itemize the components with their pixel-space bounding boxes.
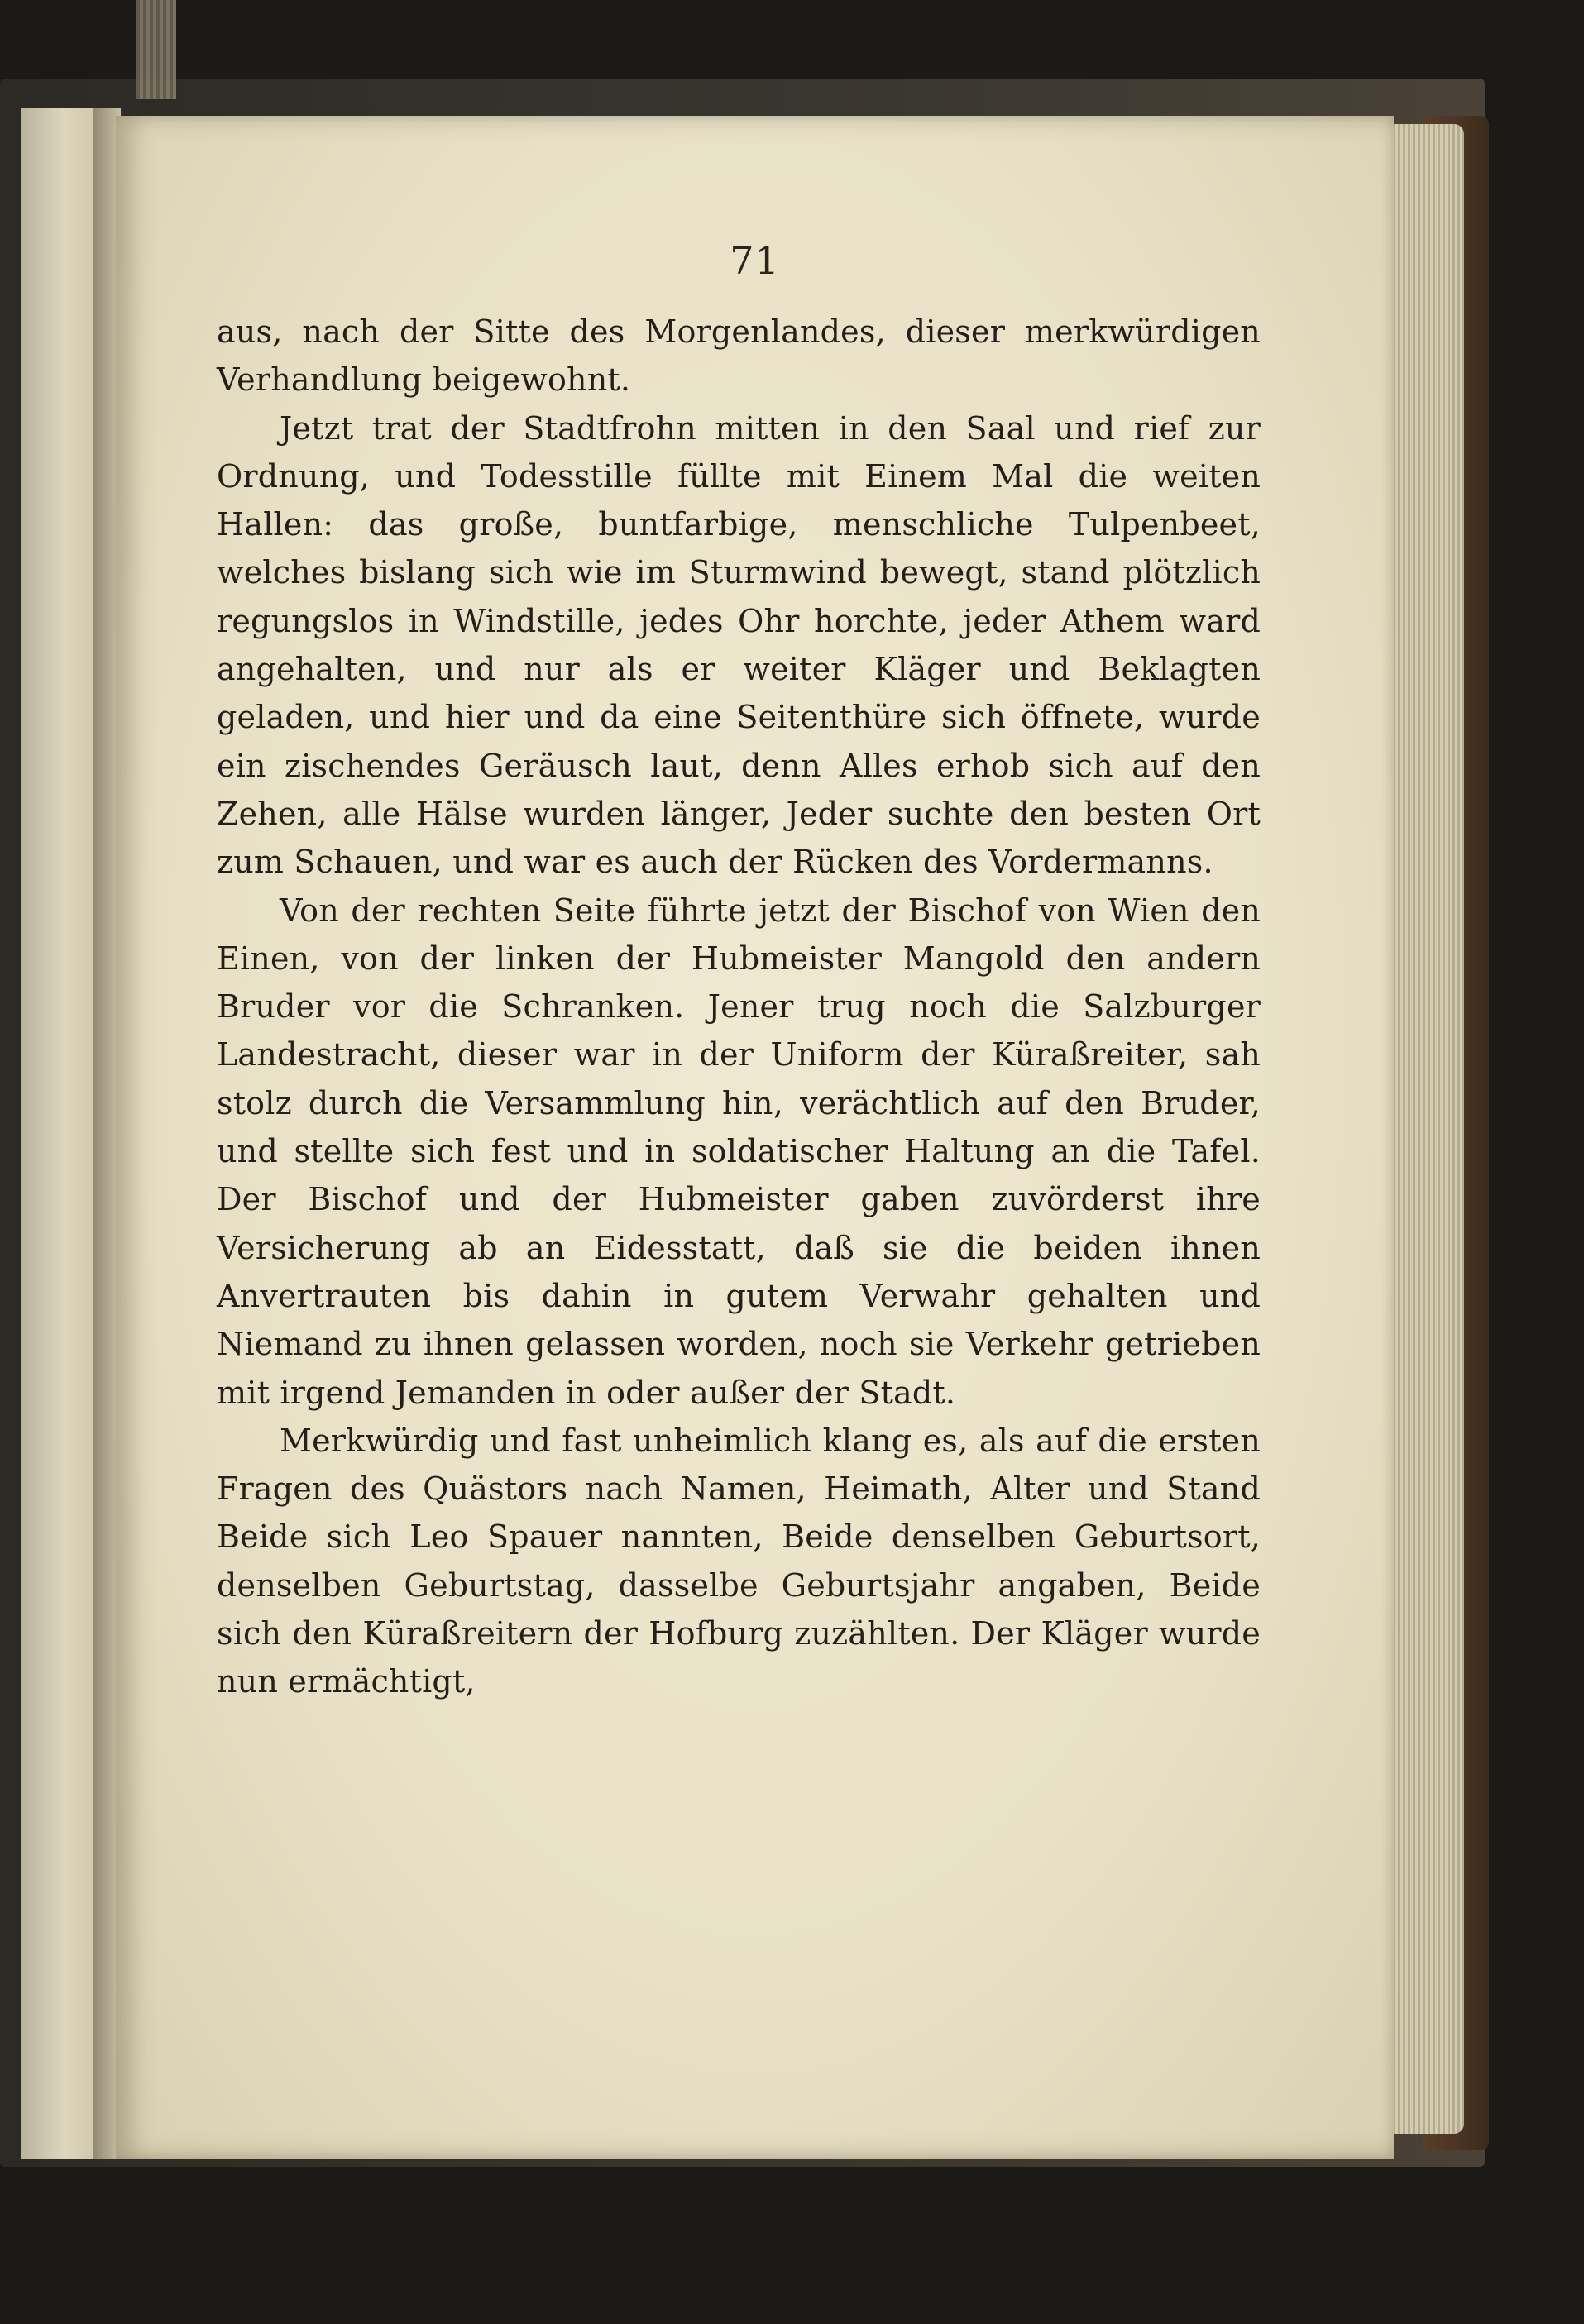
page-text (217, 308, 1261, 1706)
paragraph-continuation: aus, nach der Sitte des Morgenlandes, dieser merkwürdigen Verhandlung beigewohnt. (217, 313, 1261, 399)
paragraph: Merkwürdig und fast unheimlich klang es, als auf die ersten Fragen des Quästors nach Namen, Heimath, Alter und Stand Beide sich Leo Spauer nannten, Beide denselben Geburtsort, denselben Geburtstag, dasselbe Geburtsjahr angaben, Beide sich den Küraßreitern der Hofburg zuzählten. Der Kläger wurde nun ermächtigt, (217, 1422, 1261, 1700)
paragraph: Jetzt trat der Stadtfrohn mitten in den Saal und rief zur Ordnung, und Todesstille füllte mit Einem Mal die weiten Hallen: das große, buntfarbige, menschliche Tulpenbeet, welches bislang sich wie im Sturmwind bewegt, stand plötzlich regungslos in Windstille, jedes Ohr horchte, jeder Athem ward angehalten, und nur als er weiter Kläger und Beklagten geladen, und hier und da eine Seitenthüre sich öffnete, wurde ein zischendes Geräusch laut, denn Alles erhob sich auf den Zehen, alle Hälse wurden länger, Jeder suchte den besten Ort zum Schauen, und war es auch der Rücken des Vordermanns. (217, 409, 1261, 881)
page-number: 71 (730, 238, 780, 283)
binding-thread (136, 0, 176, 99)
paragraph: Von der rechten Seite führte jetzt der Bischof von Wien den Einen, von der linken der Hubmeister Mangold den andern Bruder vor die Schranken. Jener trug noch die Salzburger Landestracht, dieser war in der Uniform der Küraßreiter, sah stolz durch die Versammlung hin, verächtlich auf den Bruder, und stellte sich fest und in soldatischer Haltung an die Tafel. Der Bischof und der Hubmeister gaben zuvörderst ihre Versicherung ab an Eidesstatt, daß sie die beiden ihnen Anvertrauten bis dahin in gutem Verwahr gehalten und Niemand zu ihnen gelassen worden, noch sie Verkehr getrieben mit irgend Jemanden in oder außer der Stadt. (217, 892, 1261, 1411)
book-page (116, 116, 1394, 2159)
facing-page-edge (21, 108, 99, 2159)
